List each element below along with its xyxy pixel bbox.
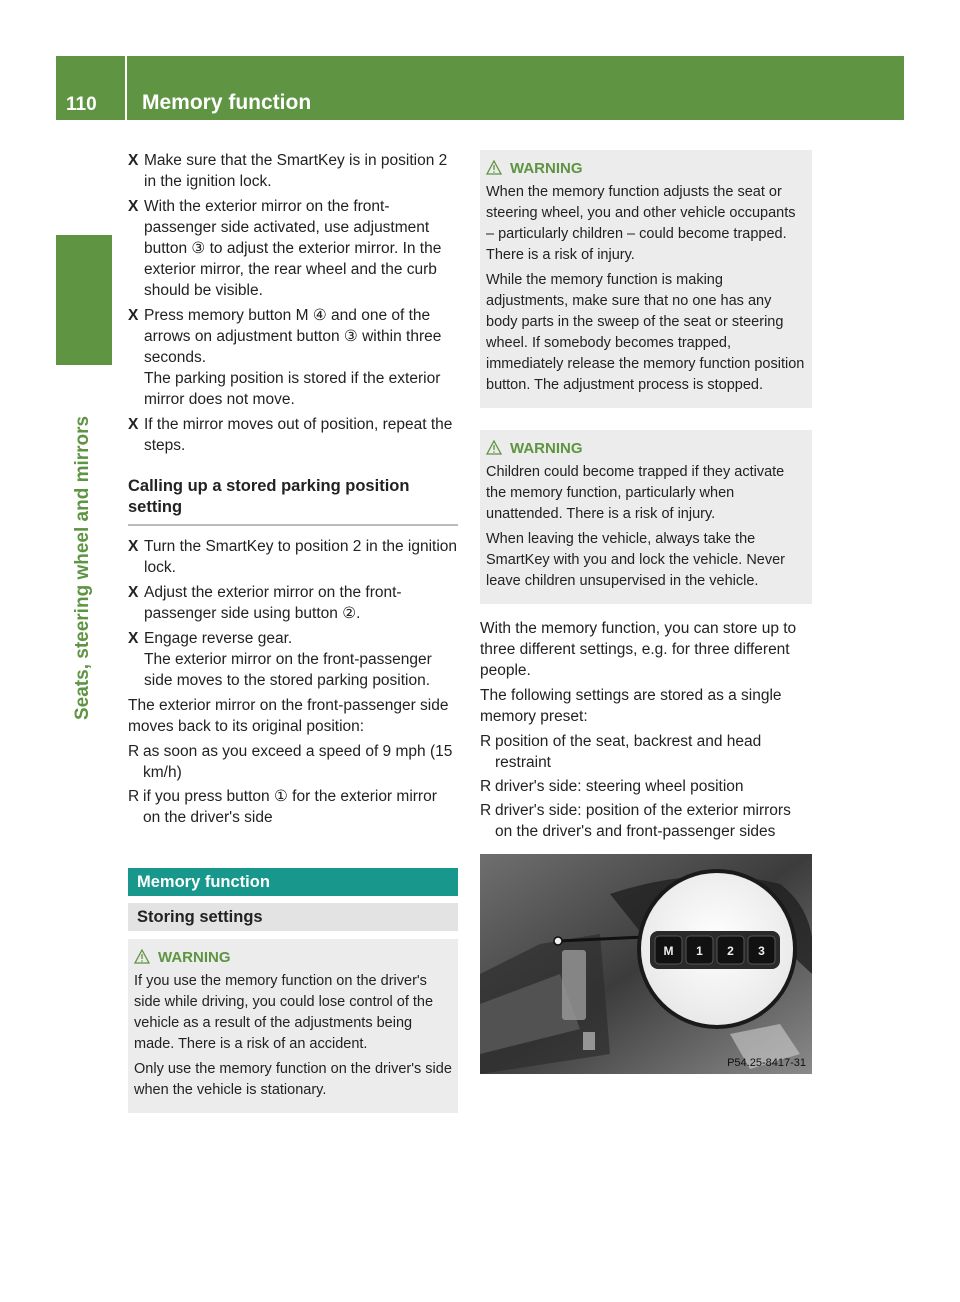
warning-text: If you use the memory function on the driver's side while driving, you could lose control of the vehicle as a result of the adjustments being made. There is a risk of an accident. [134,973,434,1052]
warning-box [128,939,458,1113]
step-item: X With the exterior mirror on the front-passenger side activated, use adjustment button ③ to adjust the exterior mirror. In the exterior mirror, the rear wheel and the curb should be visible. [128,198,442,299]
paragraph: With the memory function, you can store up to three different settings, e.g. for three different people. [480,620,797,679]
step-marker-icon: X [128,538,139,555]
step-marker-icon: X [128,630,139,647]
callout-point [554,937,562,945]
bullet-icon: R [128,743,140,760]
warning-text: While the memory function is making adjustments, make sure that no one has any body parts in the sweep of the seat or steering wheel. If somebody becomes trapped, immediately release the memory function position button. The adjustment process is stopped. [486,272,805,393]
bullet-icon: R [480,802,492,819]
step-marker-icon: X [128,584,139,601]
step-item: X Make sure that the SmartKey is in position 2 in the ignition lock. [128,152,448,190]
memory-button-1 [686,936,713,964]
list-item: R position of the seat, backrest and head restraint [480,733,762,771]
warning-triangle-icon [134,949,150,964]
section-title-memory-function: Memory function [128,868,458,896]
paragraph: The following settings are stored as a single memory preset: [480,687,782,725]
warning-heading: WARNING [486,158,806,179]
bullet-icon: R [480,778,492,795]
section-subtitle-storing-settings: Storing settings [128,903,458,931]
bullet-icon: R [480,733,492,750]
side-tab [56,380,112,720]
step-note: The parking position is stored if the exterior mirror does not move. [144,370,441,408]
warning-triangle-icon [486,160,502,175]
step-note: The exterior mirror on the front-passenger side moves to the stored parking position. [144,651,432,689]
step-marker-icon: X [128,198,139,215]
step-item: X Turn the SmartKey to position 2 in the ignition lock. [128,538,458,576]
chapter-title: Memory function [142,91,312,114]
step-item: X Adjust the exterior mirror on the front-passenger side using button ②. [128,584,402,622]
figure-code: P54.25-8417-31 [727,1057,806,1069]
memory-button-m [655,936,682,964]
memory-button-2 [717,936,744,964]
step-marker-icon: X [128,307,139,324]
svg-text:3: 3 [758,944,765,958]
list-item: R if you press button ① for the exterior mirror on the driver's side [128,788,437,826]
warning-box [480,430,812,604]
right-column [480,150,812,1074]
step-item: X If the mirror moves out of position, repeat the steps. [128,416,453,454]
subheading-calling-up: Calling up a stored parking position setting [128,476,458,526]
paragraph: The exterior mirror on the front-passenger side moves back to its original position: [128,697,449,735]
warning-text: Children could become trapped if they activate the memory function, particularly when unattended. There is a risk of injury. [486,464,785,522]
warning-text: Only use the memory function on the driver's side when the vehicle is stationary. [134,1061,452,1098]
svg-text:2: 2 [727,944,734,958]
warning-text: When the memory function adjusts the seat or steering wheel, you and other vehicle occupants – particularly children – could become trapped. There is a risk of injury. [486,184,796,263]
step-marker-icon: X [128,152,139,169]
list-item: R as soon as you exceed a speed of 9 mph (15 km/h) [128,743,453,781]
side-tab-title: Seats, steering wheel and mirrors [72,415,93,720]
warning-heading: WARNING [134,947,452,968]
step-item: X Press memory button M ④ and one of the arrows on adjustment button ③ within three seconds. The parking position is stored if the exterior mirror does not move. [128,307,442,408]
svg-text:1: 1 [696,944,703,958]
left-column [128,150,458,1113]
side-tab-block [56,235,112,365]
warning-heading: WARNING [486,438,806,459]
header-divider [125,56,127,120]
warning-text: When leaving the vehicle, always take the SmartKey with you and lock the vehicle. Never leave children unsupervised in the vehicle. [486,531,785,589]
warning-triangle-icon [486,440,502,455]
step-marker-icon: X [128,416,139,433]
step-item: X Engage reverse gear. The exterior mirror on the front-passenger side moves to the stored parking position. [128,630,432,689]
svg-text:M: M [663,944,674,958]
list-item: R driver's side: position of the exterior mirrors on the driver's and front-passenger sides [480,802,791,840]
figure-illustration [480,854,812,1074]
page-number: 110 [66,94,97,115]
warning-box [480,150,812,408]
bullet-icon: R [128,788,140,805]
list-item: R driver's side: steering wheel position [480,778,744,795]
memory-buttons-figure [480,854,812,1074]
memory-button-3 [748,936,775,964]
door-switch-panel [562,950,586,1020]
